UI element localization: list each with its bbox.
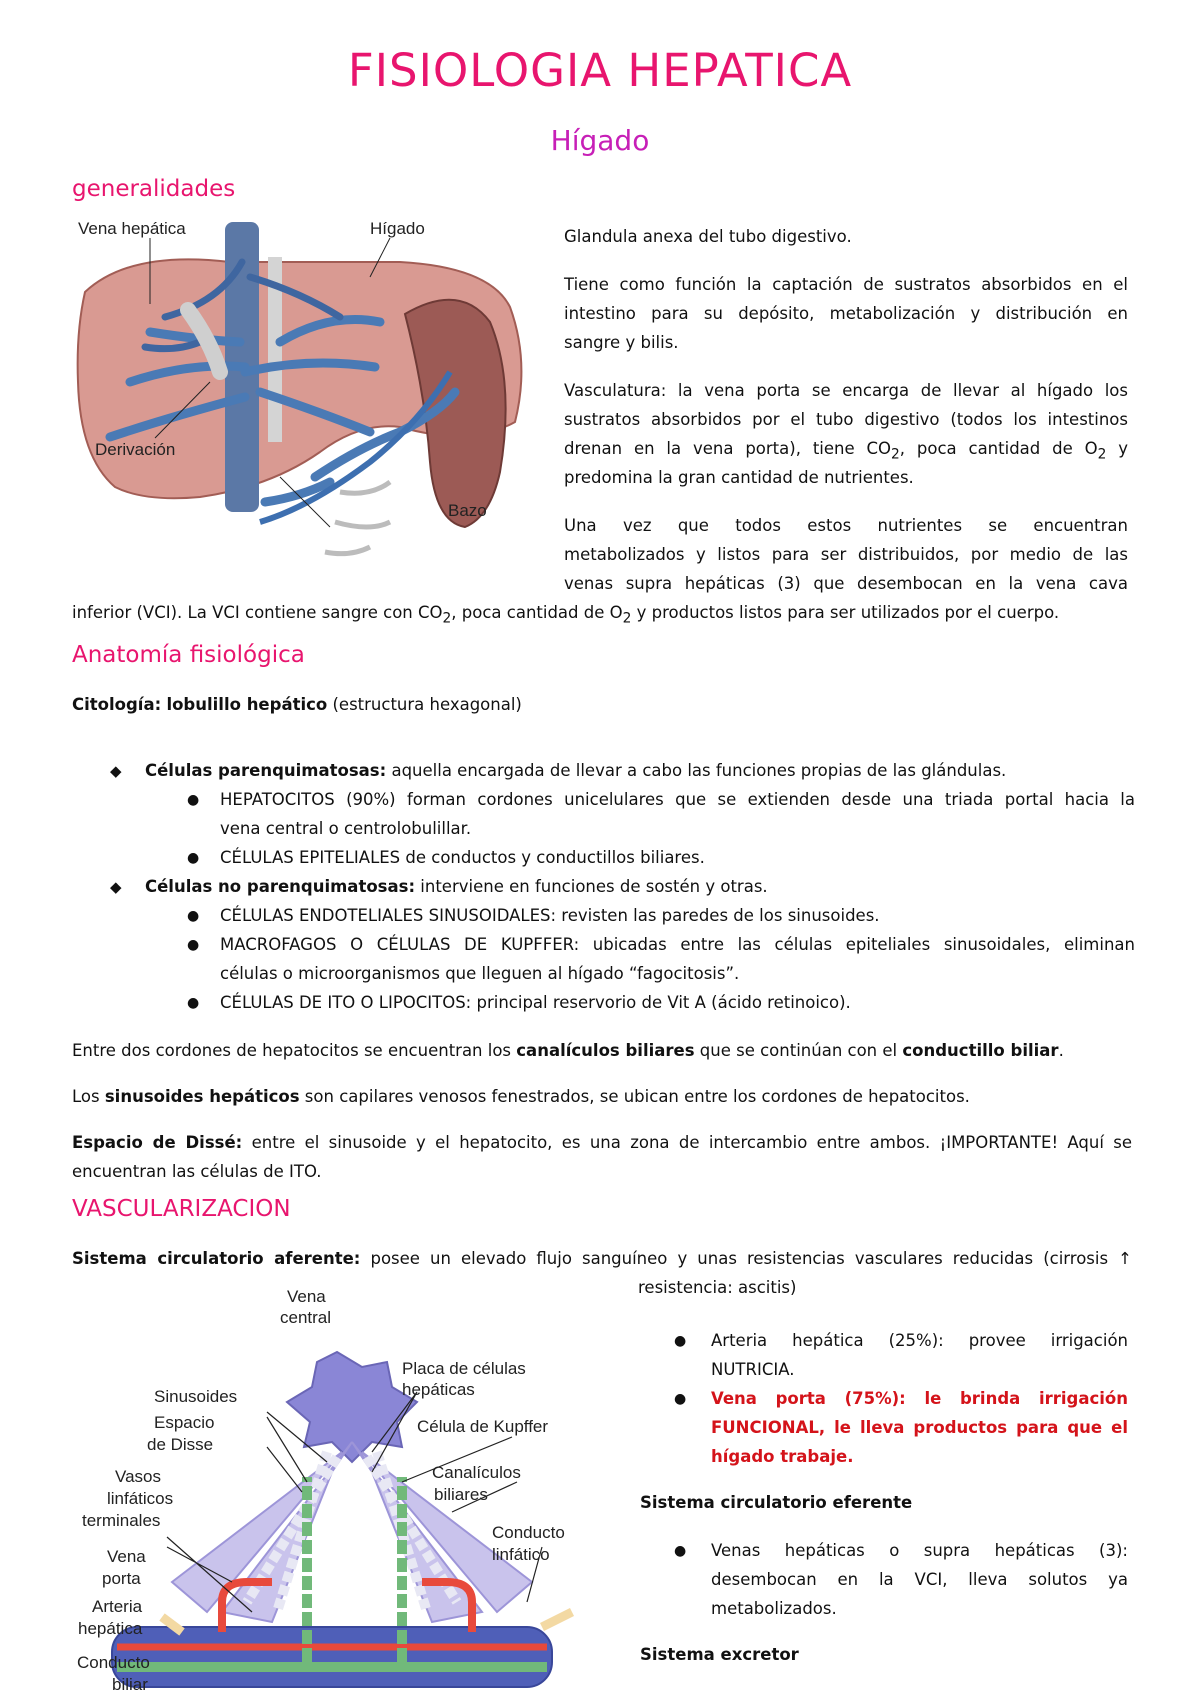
label-vasos-2: linfáticos bbox=[107, 1489, 174, 1508]
dot-bullet-icon: ● bbox=[187, 937, 200, 953]
porta-l3: hígado trabaje. bbox=[711, 1447, 854, 1466]
label-vena-porta-1: Vena bbox=[107, 1547, 146, 1566]
label-vena-central-1: Vena bbox=[287, 1287, 326, 1306]
label-vena-hepatica: Vena hepática bbox=[78, 222, 186, 238]
gen-p4-l1: Una vez que todos estos nutrientes se encuentran bbox=[564, 516, 1128, 535]
aferente-l1: Sistema circulatorio aferente: posee un elevado flujo sanguíneo y unas resistencias vasculares reducidas (cirrosis ↑ bbox=[72, 1249, 1132, 1268]
document-subtitle: Hígado bbox=[550, 124, 650, 157]
label-canaliculos-1: Canalículos bbox=[432, 1463, 521, 1482]
label-higado: Hígado bbox=[370, 222, 425, 238]
porta-l2: FUNCIONAL, le lleva productos para que el bbox=[711, 1418, 1128, 1437]
dot-bullet-icon: ● bbox=[187, 908, 200, 924]
label-vena-porta-2: porta bbox=[102, 1569, 141, 1588]
label-conducto-linfatico-1: Conducto bbox=[492, 1523, 565, 1542]
aferente-l2: resistencia: ascitis) bbox=[638, 1278, 797, 1297]
gen-p2-l2: intestino para su depósito, metabolización y distribución en bbox=[564, 304, 1128, 323]
sub-kupffer-l2: células o microorganismos que lleguen al hígado “fagocitosis”. bbox=[220, 964, 740, 983]
sub-ito: CÉLULAS DE ITO O LIPOCITOS: principal reservorio de Vit A (ácido retinoico). bbox=[220, 993, 851, 1012]
diamond-bullet-icon: ◆ bbox=[110, 878, 122, 896]
venas-l2: desembocan en la VCI, lleva solutos ya bbox=[711, 1570, 1128, 1589]
lobule-illustration bbox=[72, 1282, 622, 1698]
section-heading-vascularizacion: VASCULARIZACION bbox=[72, 1196, 291, 1222]
sub-endoteliales: CÉLULAS ENDOTELIALES SINUSOIDALES: revisten las paredes de los sinusoides. bbox=[220, 906, 880, 925]
dot-bullet-icon: ● bbox=[674, 1391, 687, 1407]
sub-hepatocitos-l1: HEPATOCITOS (90%) forman cordones unicelulares que se extienden desde una triada portal hacia la bbox=[220, 790, 1135, 809]
liver-illustration bbox=[70, 222, 550, 582]
label-arteria-2: hepática bbox=[78, 1619, 143, 1638]
gen-p3-l3: drenan en la vena porta), tiene $CO_2$, poca cantidad de $O_2$ y bbox=[564, 439, 1128, 463]
bullet-no-parenquimatosas: Células no parenquimatosas: interviene en funciones de sostén y otras. bbox=[145, 877, 768, 896]
label-kupffer: Célula de Kupffer bbox=[417, 1417, 549, 1436]
section-heading-anatomia: Anatomía fisiológica bbox=[72, 642, 305, 668]
arteria-l2: NUTRICIA. bbox=[711, 1360, 795, 1379]
sub-epiteliales: CÉLULAS EPITELIALES de conductos y conductillos biliares. bbox=[220, 848, 705, 867]
p-disse-l1: Espacio de Dissé: entre el sinusoide y el hepatocito, es una zona de intercambio entre ambos. ¡IMPORTANTE! Aquí se bbox=[72, 1133, 1132, 1152]
document-title: FISIOLOGIA HEPATICA bbox=[347, 44, 853, 97]
gen-p2-l1: Tiene como función la captación de sustratos absorbidos en el bbox=[564, 275, 1128, 294]
venas-l3: metabolizados. bbox=[711, 1599, 837, 1618]
dot-bullet-icon: ● bbox=[674, 1333, 687, 1349]
dot-bullet-icon: ● bbox=[187, 850, 200, 866]
p-disse-l2: encuentran las células de ITO. bbox=[72, 1162, 322, 1181]
label-vena-central-2: central bbox=[280, 1308, 332, 1327]
gen-p3-l4: predomina la gran cantidad de nutrientes. bbox=[564, 468, 914, 487]
label-vasos-3: terminales bbox=[82, 1511, 161, 1530]
label-arteria-1: Arteria bbox=[92, 1597, 143, 1616]
sub-hepatocitos-l2: vena central o centrolobulillar. bbox=[220, 819, 472, 838]
label-sinusoides: Sinusoides bbox=[154, 1387, 238, 1406]
gen-p3-l2: sustratos absorbidos por el tubo digestivo (todos los intestinos bbox=[564, 410, 1128, 429]
bullet-parenquimatosas: Células parenquimatosas: aquella encargada de llevar a cabo las funciones propias de las glándulas. bbox=[145, 761, 1007, 780]
diamond-bullet-icon: ◆ bbox=[110, 762, 122, 780]
label-placa-2: hepáticas bbox=[402, 1380, 475, 1399]
label-placa-1: Placa de células bbox=[402, 1359, 526, 1378]
label-vasos-1: Vasos bbox=[115, 1467, 161, 1486]
venas-l1: Venas hepáticas o supra hepáticas (3): bbox=[711, 1541, 1128, 1560]
label-espacio-1: Espacio bbox=[154, 1413, 215, 1432]
portal-vessel-tube bbox=[112, 1627, 552, 1687]
section-heading-generalidades: generalidades bbox=[72, 176, 236, 202]
dot-bullet-icon: ● bbox=[187, 995, 200, 1011]
label-espacio-2: de Disse bbox=[147, 1435, 214, 1454]
label-canaliculos-2: biliares bbox=[434, 1485, 488, 1504]
p-sinusoides: Los sinusoides hepáticos son capilares venosos fenestrados, se ubican entre los cordones de hepatocitos. bbox=[72, 1087, 970, 1106]
sub-kupffer-l1: MACROFAGOS O CÉLULAS DE KUPFFER: ubicadas entre las células epiteliales sinusoidales, eliminan bbox=[220, 935, 1135, 954]
porta-l1: Vena porta (75%): le brinda irrigación bbox=[711, 1389, 1128, 1408]
p-canaliculos: Entre dos cordones de hepatocitos se encuentran los canalículos biliares que se continúan con el conductillo biliar. bbox=[72, 1041, 1064, 1060]
arteria-l1: Arteria hepática (25%): provee irrigación bbox=[711, 1331, 1128, 1350]
gen-p4-l3: venas supra hepáticas (3) que desembocan en la vena cava bbox=[564, 574, 1128, 593]
label-conducto-biliar-1: Conducto bbox=[77, 1653, 150, 1672]
gen-p3-l1: Vasculatura: la vena porta se encarga de llevar al hígado los bbox=[564, 381, 1128, 400]
gen-p4-l2: metabolizados y listos para ser distribuidos, por medio de las bbox=[564, 545, 1128, 564]
dot-bullet-icon: ● bbox=[187, 792, 200, 808]
label-derivacion: Derivación bbox=[95, 440, 176, 459]
label-conducto-biliar-2: biliar bbox=[112, 1675, 148, 1694]
eferente-heading: Sistema circulatorio eferente bbox=[640, 1493, 913, 1512]
gen-p4-l4: inferior (VCI). La VCI contiene sangre con $CO_2$, poca cantidad de $O_2$ y productos listos para ser utilizados por el cuerpo. bbox=[72, 603, 1060, 627]
citologia-line: Citología: lobulillo hepático (estructura hexagonal) bbox=[72, 695, 522, 714]
label-bazo: Bazo bbox=[448, 501, 487, 520]
excretor-heading: Sistema excretor bbox=[640, 1645, 799, 1664]
gen-p1: Glandula anexa del tubo digestivo. bbox=[564, 227, 852, 246]
dot-bullet-icon: ● bbox=[674, 1543, 687, 1559]
label-conducto-linfatico-2: linfático bbox=[492, 1545, 550, 1564]
gen-p2-l3: sangre y bilis. bbox=[564, 333, 679, 352]
